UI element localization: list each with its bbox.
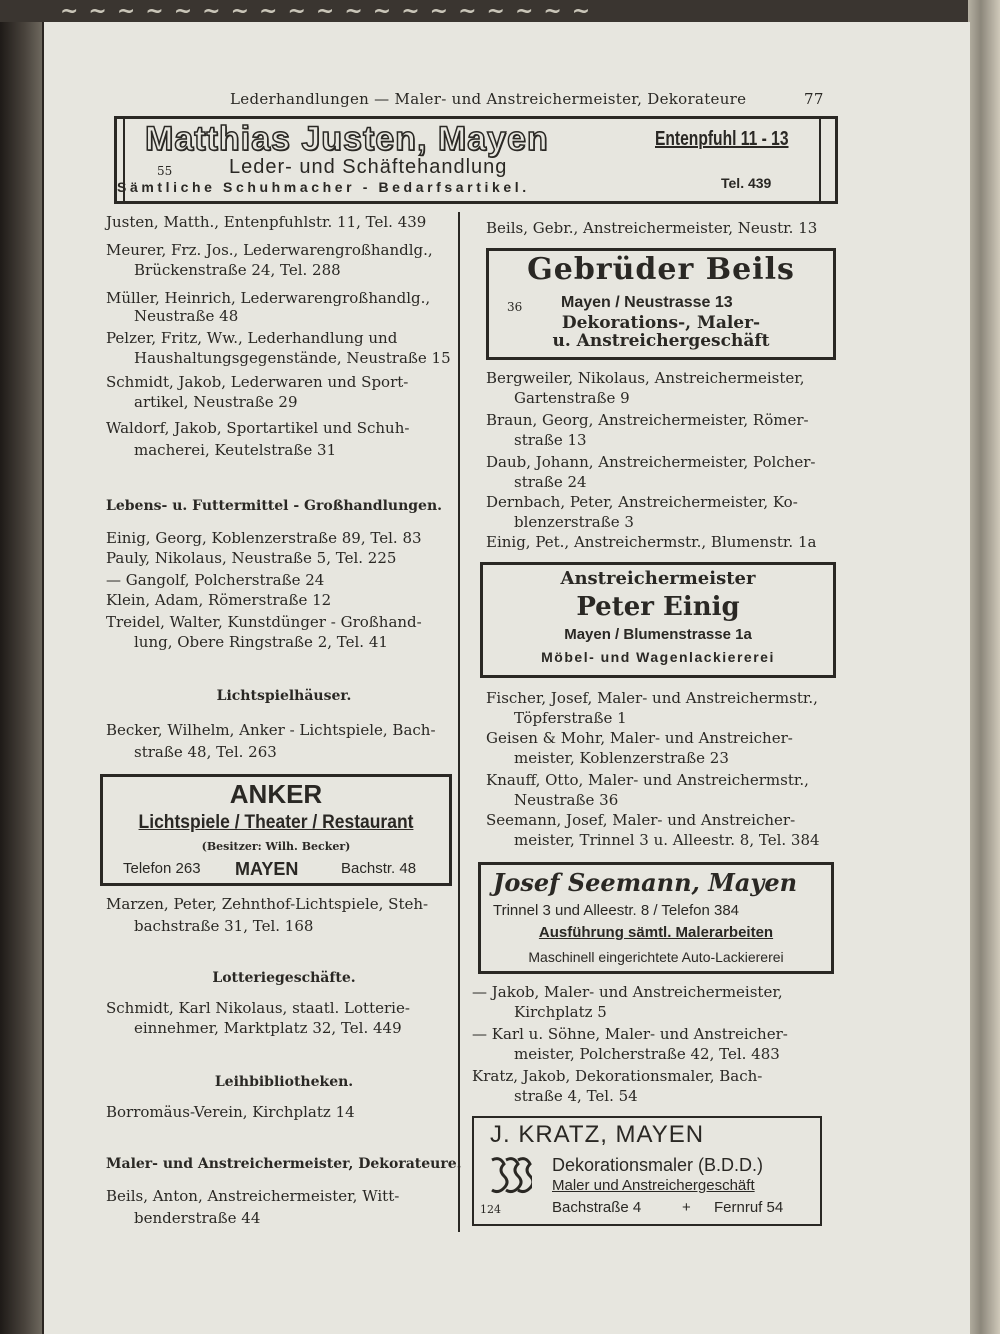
entry-geisen-2: meister, Koblenzerstraße 23 bbox=[514, 749, 729, 767]
ad-justen-line2: Leder- und Schäftehandlung bbox=[229, 156, 508, 178]
entry-waldorf-2: macherei, Keutelstraße 31 bbox=[134, 441, 337, 459]
entry-pelzer: Pelzer, Fritz, Ww., Lederhandlung und bbox=[106, 329, 398, 347]
ad-einig bbox=[480, 562, 836, 678]
ad-kratz bbox=[472, 1116, 822, 1226]
entry-schmidt: Schmidt, Jakob, Lederwaren und Sport- bbox=[106, 373, 409, 391]
entry-schmidt-karl: Schmidt, Karl Nikolaus, staatl. Lotterie- bbox=[106, 999, 410, 1017]
ad-kratz-number: 124 bbox=[480, 1203, 501, 1216]
entry-meurer-2: Brückenstraße 24, Tel. 288 bbox=[134, 261, 341, 279]
entry-beils-gebr: Beils, Gebr., Anstreichermeister, Neustr. 13 bbox=[486, 219, 818, 237]
entry-meurer: Meurer, Frz. Jos., Lederwarengroßhandlg., bbox=[106, 241, 433, 259]
ad-kratz-line1: J. KRATZ, MAYEN bbox=[490, 1121, 705, 1148]
ad-kratz-phone: Fernruf 54 bbox=[714, 1199, 784, 1216]
entry-dernbach-2: blenzerstraße 3 bbox=[514, 513, 634, 531]
ad-beils-city: Mayen / Neustrasse 13 bbox=[561, 294, 733, 311]
entry-gangolf: — Gangolf, Polcherstraße 24 bbox=[106, 571, 325, 589]
ad-einig-line2: Peter Einig bbox=[576, 592, 740, 622]
ad-seemann-line2: Trinnel 3 und Alleestr. 8 / Telefon 384 bbox=[493, 902, 739, 919]
entry-mueller: Müller, Heinrich, Lederwarengroßhandlg., bbox=[106, 289, 431, 307]
ad-seemann-line1: Josef Seemann, Mayen bbox=[493, 868, 798, 897]
ad-kratz-line3: Maler und Anstreichergeschäft bbox=[552, 1177, 755, 1194]
entry-kratz: Kratz, Jakob, Dekorationsmaler, Bach- bbox=[472, 1067, 763, 1085]
ad-einig-line1: Anstreichermeister bbox=[560, 568, 756, 589]
ad-justen-name: Matthias Justen, Mayen bbox=[145, 120, 549, 158]
section-food: Lebens- u. Futtermittel - Großhandlungen. bbox=[106, 498, 443, 514]
decorative-logo-icon bbox=[488, 1154, 532, 1198]
entry-karl-2: meister, Polcherstraße 42, Tel. 483 bbox=[514, 1045, 780, 1063]
ad-einig-line3: Mayen / Blumenstrasse 1a bbox=[564, 626, 752, 643]
entry-justen: Justen, Matth., Entenpfuhlstr. 11, Tel. 439 bbox=[106, 213, 427, 231]
page-stack-edge bbox=[968, 0, 1000, 1334]
entry-bergweiler: Bergweiler, Nikolaus, Anstreichermeister, bbox=[486, 369, 805, 387]
binding-edge bbox=[0, 22, 42, 1334]
section-painters: Maler- und Anstreichermeister, Dekorateure. bbox=[106, 1156, 462, 1172]
entry-schmidt-karl-2: einnehmer, Marktplatz 32, Tel. 449 bbox=[134, 1019, 402, 1037]
entry-dernbach: Dernbach, Peter, Anstreichermeister, Ko- bbox=[486, 493, 798, 511]
entry-waldorf: Waldorf, Jakob, Sportartikel und Schuh- bbox=[106, 419, 410, 437]
ad-seemann bbox=[478, 862, 834, 974]
entry-bergweiler-2: Gartenstraße 9 bbox=[514, 389, 630, 407]
ad-anker bbox=[100, 774, 452, 886]
entry-beils-anton: Beils, Anton, Anstreichermeister, Witt- bbox=[106, 1187, 400, 1205]
ad-anker-name: ANKER bbox=[229, 779, 323, 809]
entry-treidel-2: lung, Obere Ringstraße 2, Tel. 41 bbox=[134, 633, 388, 651]
entry-marzen: Marzen, Peter, Zehnthof-Lichtspiele, Steh- bbox=[106, 895, 429, 913]
entry-seemann-2: meister, Trinnel 3 u. Alleestr. 8, Tel. 384 bbox=[514, 831, 820, 849]
ad-anker-line2: Lichtspiele / Theater / Restaurant bbox=[138, 812, 414, 833]
ad-justen bbox=[114, 116, 838, 204]
ad-anker-phone: Telefon 263 bbox=[123, 860, 201, 877]
entry-fischer: Fischer, Josef, Maler- und Anstreichermstr., bbox=[486, 689, 818, 707]
entry-jakob: — Jakob, Maler- und Anstreichermeister, bbox=[472, 983, 783, 1001]
entry-braun-2: straße 13 bbox=[514, 431, 587, 449]
entry-seemann: Seemann, Josef, Maler- und Anstreicher- bbox=[486, 811, 796, 829]
section-cinema: Lichtspielhäuser. bbox=[216, 688, 352, 704]
section-lottery: Lotteriegeschäfte. bbox=[212, 970, 356, 986]
ad-beils-line3: Dekorations-, Maler- bbox=[561, 313, 761, 333]
entry-fischer-2: Töpferstraße 1 bbox=[514, 709, 627, 727]
ad-anker-street: Bachstr. 48 bbox=[341, 860, 417, 877]
entry-becker-2: straße 48, Tel. 263 bbox=[134, 743, 277, 761]
entry-karl: — Karl u. Söhne, Maler- und Anstreicher- bbox=[472, 1025, 788, 1043]
ad-anker-owner: (Besitzer: Wilh. Becker) bbox=[201, 840, 351, 853]
ad-anker-city: MAYEN bbox=[235, 859, 299, 879]
ad-justen-number: 55 bbox=[157, 164, 173, 178]
section-library: Leihbibliotheken. bbox=[214, 1074, 354, 1090]
entry-braun: Braun, Georg, Anstreichermeister, Römer- bbox=[486, 411, 809, 429]
entry-mueller-2: Neustraße 48 bbox=[134, 307, 239, 325]
ad-kratz-street: Bachstraße 4 bbox=[552, 1199, 642, 1216]
ad-beils bbox=[486, 248, 836, 360]
ad-justen-phone: Tel. 439 bbox=[721, 175, 772, 191]
page bbox=[44, 22, 970, 1334]
entry-pauly: Pauly, Nikolaus, Neustraße 5, Tel. 225 bbox=[106, 549, 397, 567]
running-header: Lederhandlungen — Maler- und Anstreichermeister, Dekorateure bbox=[230, 90, 747, 108]
entry-kratz-2: straße 4, Tel. 54 bbox=[514, 1087, 638, 1105]
entry-schmidt-2: artikel, Neustraße 29 bbox=[134, 393, 298, 411]
ad-kratz-plus: + bbox=[682, 1199, 691, 1216]
entry-marzen-2: bachstraße 31, Tel. 168 bbox=[134, 917, 314, 935]
entry-treidel: Treidel, Walter, Kunstdünger - Großhand- bbox=[106, 613, 422, 631]
entry-einig-pet: Einig, Pet., Anstreichermstr., Blumenstr. 1a bbox=[486, 533, 817, 551]
page-number: 77 bbox=[804, 90, 824, 108]
entry-jakob-2: Kirchplatz 5 bbox=[514, 1003, 607, 1021]
ad-beils-line4: u. Anstreichergeschäft bbox=[552, 331, 770, 351]
entry-knauff-2: Neustraße 36 bbox=[514, 791, 619, 809]
entry-knauff: Knauff, Otto, Maler- und Anstreichermstr., bbox=[486, 771, 809, 789]
entry-daub-2: straße 24 bbox=[514, 473, 587, 491]
ad-beils-number: 36 bbox=[507, 300, 523, 314]
ad-seemann-line4: Maschinell eingerichtete Auto-Lackiererei bbox=[528, 949, 784, 965]
entry-daub: Daub, Johann, Anstreichermeister, Polcher- bbox=[486, 453, 816, 471]
ad-einig-line4: Möbel- und Wagenlackiererei bbox=[541, 649, 775, 665]
entry-geisen: Geisen & Mohr, Maler- und Anstreicher- bbox=[486, 729, 793, 747]
ad-justen-address: Entenpfuhl 11 - 13 bbox=[655, 128, 789, 150]
entry-einig-georg: Einig, Georg, Koblenzerstraße 89, Tel. 83 bbox=[106, 529, 422, 547]
entry-klein: Klein, Adam, Römerstraße 12 bbox=[106, 591, 332, 609]
ad-seemann-line3: Ausführung sämtl. Malerarbeiten bbox=[538, 924, 774, 941]
ad-beils-name: Gebrüder Beils bbox=[527, 252, 795, 287]
entry-borromaeus: Borromäus-Verein, Kirchplatz 14 bbox=[106, 1103, 355, 1121]
previous-page-edge: ~~~~~~~~~~~~~~~~~~~ bbox=[0, 0, 1000, 22]
ad-justen-line3: Sämtliche Schuhmacher - Bedarfsartikel. bbox=[117, 179, 530, 195]
entry-becker: Becker, Wilhelm, Anker - Lichtspiele, Bach- bbox=[106, 721, 436, 739]
ad-kratz-line2: Dekorationsmaler (B.D.D.) bbox=[552, 1155, 764, 1175]
entry-beils-anton-2: benderstraße 44 bbox=[134, 1209, 261, 1227]
entry-pelzer-2: Haushaltungsgegenstände, Neustraße 15 bbox=[134, 349, 451, 367]
